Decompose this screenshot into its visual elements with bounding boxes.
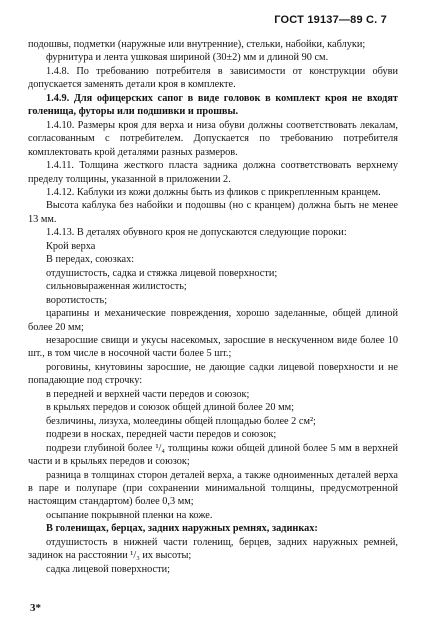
defect-item: разница в толщинах сторон деталей верха, а также одноименных деталей верха в паре и полупаре (при сохранении минимальной толщины, предусмотренной настоящим стандартом) более 0,3 мм; bbox=[28, 469, 398, 508]
clause-1-4-11: 1.4.11. Толщина жесткого пласта задника должна соответствовать верхнему пределу толщины, указанной в приложении 2. bbox=[28, 160, 398, 185]
page-header: ГОСТ 19137—89 С. 7 bbox=[274, 14, 387, 26]
defect-item: отдушистость в нижней части голенищ, берцев, задних наружных ремней, задинок на расстоянии ¹/₃ их высоты; bbox=[28, 536, 398, 562]
clause-1-4-9: 1.4.9. Для офицерских сапог в виде головок в комплект кроя не входят голенища, футоры или подшивки и прошвы. bbox=[28, 92, 398, 118]
defect-item: роговины, кнутовины заросшие, не дающие садки лицевой поверхности и не попадающие под строчку: bbox=[28, 361, 398, 387]
defect-item: в крыльях передов и союзок общей длиной более 20 мм; bbox=[46, 402, 294, 414]
clause-1-4-13: 1.4.13. В деталях обувного кроя не допускаются следующие пороки: bbox=[46, 227, 347, 239]
defect-item: подрези в носках, передней части передов и союзок; bbox=[46, 429, 277, 441]
defect-item: незаросшие свищи и укусы насекомых, заросшие в нескученном виде более 10 шт., в том числе в носочной части более 5 шт.; bbox=[28, 334, 398, 360]
document-body bbox=[28, 38, 398, 576]
clause-1-4-10: 1.4.10. Размеры кроя для верха и низа обуви должны соответствовать лекалам, согласованным с потребителем. Допускается по требованию потребителя комплектовать крой деталями разных размеров. bbox=[28, 119, 398, 158]
defect-item: царапины и механические повреждения, хорошо заделанные, общей длиной более 20 мм; bbox=[28, 308, 398, 333]
defect-item: сильновыраженная жилистость; bbox=[46, 281, 187, 293]
subsection-heading: В передах, союзках: bbox=[46, 254, 135, 266]
paragraph: Высота каблука без набойки и подошвы (но с кранцем) должна быть не менее 13 мм. bbox=[28, 200, 398, 225]
section-heading: Крой верха bbox=[46, 240, 96, 252]
paragraph: подошвы, подметки (наружные или внутренние), стельки, набойки, каблуки; bbox=[28, 39, 366, 50]
defect-item: отдушистость, садка и стяжка лицевой поверхности; bbox=[46, 267, 278, 279]
paragraph: фурнитура и лента ушковая шириной (30±2) мм и длиной 90 см. bbox=[46, 52, 329, 64]
defect-item: осыпание покрывной пленки на коже. bbox=[46, 509, 213, 521]
page-mark: 3* bbox=[30, 602, 41, 614]
clause-1-4-8: 1.4.8. По требованию потребителя в зависимости от конструкции обуви допускается заменять детали кроя в комплекте. bbox=[28, 65, 398, 91]
defect-item: подрези глубиной более ¹/₄ толщины кожи общей длиной более 5 мм в верхней части и в крыльях передов и союзок; bbox=[28, 442, 398, 468]
defect-item: безличины, лизуха, молеедины общей площадью более 2 см²; bbox=[46, 415, 316, 427]
clause-1-4-12: 1.4.12. Каблуки из кожи должны быть из фликов с прикрепленным кранцем. bbox=[46, 186, 381, 198]
subsection-heading: В голенищах, берцах, задних наружных ремнях, задинках: bbox=[46, 523, 318, 535]
defect-item: воротистость; bbox=[46, 294, 108, 306]
defect-item: садка лицевой поверхности; bbox=[46, 563, 170, 575]
defect-item: в передней и верхней части передов и союзок; bbox=[46, 388, 250, 400]
